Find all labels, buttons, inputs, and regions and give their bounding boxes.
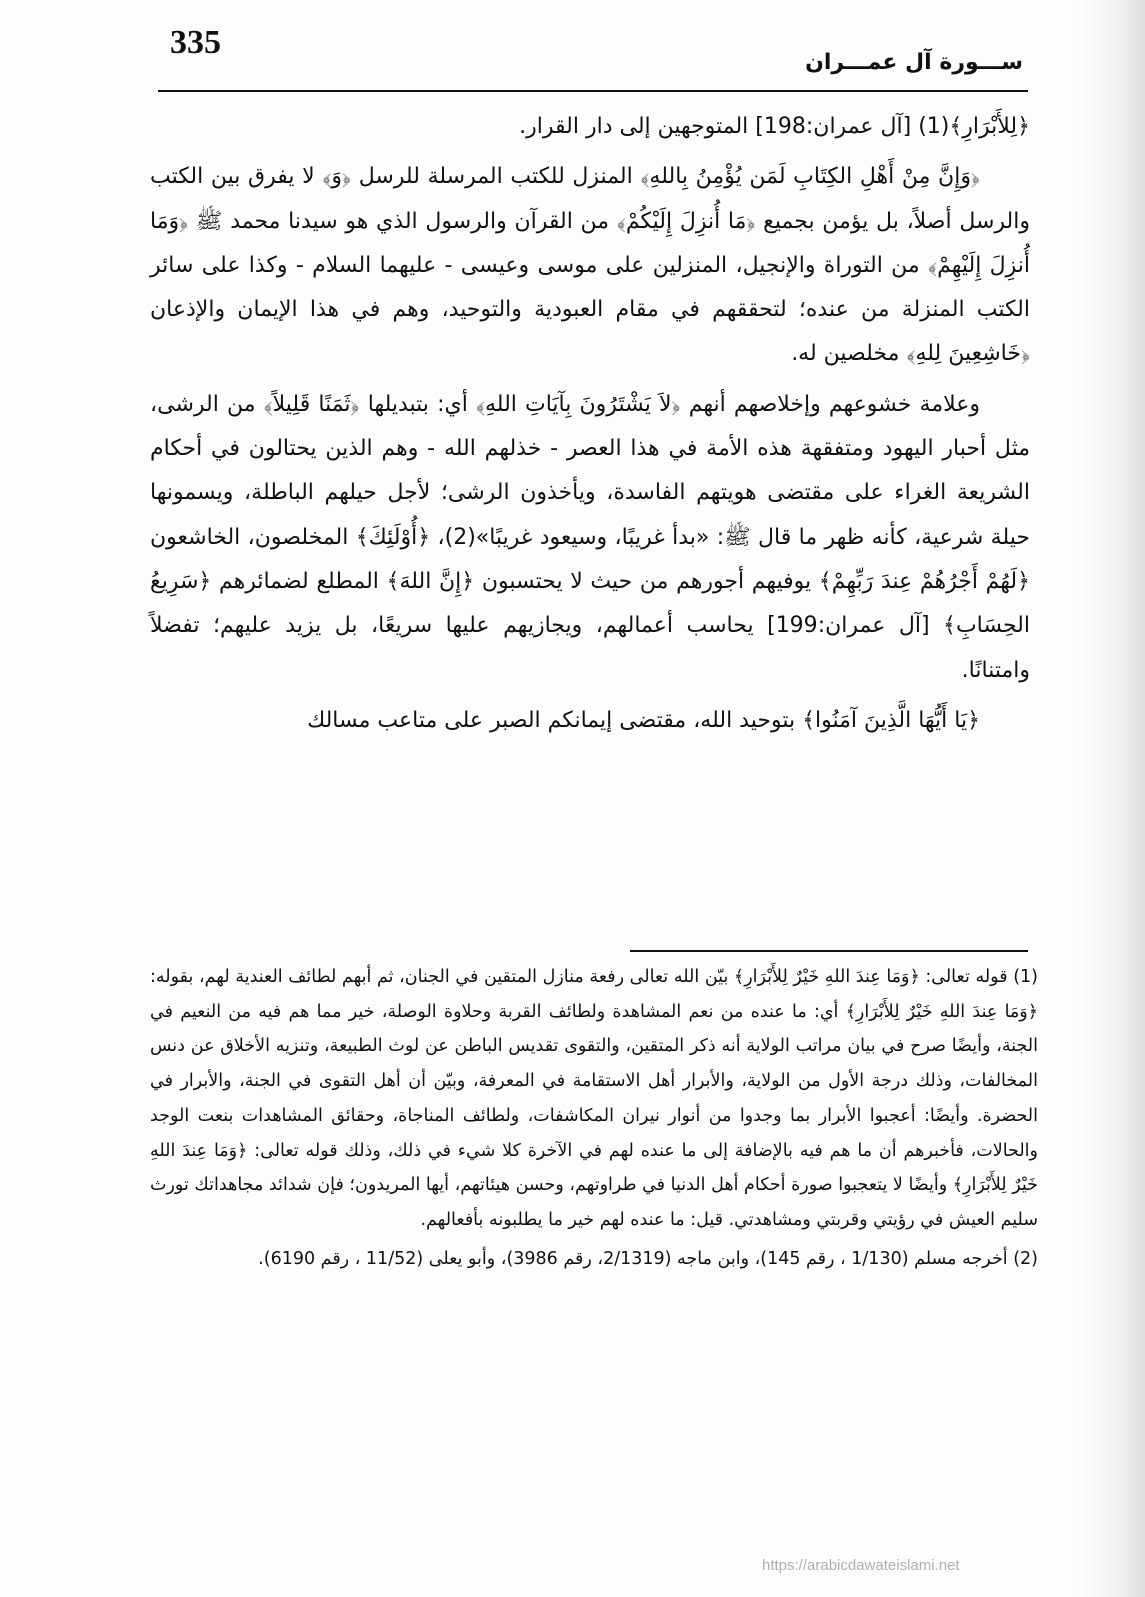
paragraph-text: وعلامة خشوعهم وإخلاصهم أنهم ﴿لاَ يَشْتَرُونَ بِآيَاتِ اللهِ﴾ أي: بتبديلها ﴿ثَمَنًا قَلِيلاً﴾ من الرشى، مثل أحبار اليهود ومتفقهة هذه الأمة في هذا العصر - خذلهم الله - وهم الذين يحتالون في أحكام الشريعة الغراء على مقتضى هويتهم الفاسدة، ويأخذون الرشى؛ لأجل حيلهم الباطلة، ويسمونها حيلة شرعية، كأنه ظهر ما قال ﷺ: «بدأ غريبًا، وسيعود غريبًا»(2)، ﴿أُوْلَئِكَ﴾ المخلصون، الخاشعون ﴿لَهُمْ أَجْرُهُمْ عِندَ رَبِّهِمْ﴾ يوفيهم أجورهم من حيث لا يحتسبون ﴿إِنَّ اللهَ﴾ المطلع لضمائرهم ﴿سَرِيعُ الحِسَابِ﴾ [آل عمران:199] يحاسب أعمالهم، ويجازيهم عليها سريعًا، بل يزيد عليهم؛ تفضلاً وامتنانًا.: [150, 391, 1031, 683]
body-paragraph: [150, 699, 1030, 743]
body-paragraph: [150, 155, 1030, 376]
body-paragraph: ﴿لِلأَبْرَارِ﴾(1) [آل عمران:198] المتوجهين إلى دار القرار.: [519, 114, 1030, 139]
body-paragraph: [150, 383, 1030, 693]
watermark-url: https://arabicdawateislami.net: [762, 1557, 960, 1574]
footnote-1: (1) قوله تعالى: ﴿وَمَا عِندَ اللهِ خَيْرٌ لِلأَبْرَارِ﴾ بيّن الله تعالى رفعة منازل المتقين في الجنان، ثم أبهم لطائف العندية لهم، بقوله: ﴿وَمَا عِندَ اللهِ خَيْرٌ لِلأَبْرَارِ﴾ أي: ما عنده من نعم المشاهدة ولطائف القربة وحلاوة الوصلة، خير مما هم فيه من النعيم في الجنة، وأيضًا صرح في بيان مراتب الولاية أنه ذكر المتقين، والتقوى تقديس الباطن عن لوث الطبيعة، وتنزيه الأخلاق عن دنس المخالفات، وذلك درجة الأول من الولاية، والأبرار أهل الاستقامة في المعرفة، وبيّن أن أهل التقوى في الجنة، والأبرار في الحضرة. وأيضًا: أعجبوا الأبرار بما وجدوا من أنوار نيران المكاشفات، ولطائف المناجاة، وحقائق المشاهدات بنعت الوجد والحالات، فأخبرهم أن ما هم فيه بالإضافة إلى ما عنده لهم في الآخرة كلا شيء في ذلك، وذلك قوله تعالى: ﴿وَمَا عِندَ اللهِ خَيْرٌ لِلأَبْرَارِ﴾ وأيضًا لا يتعجبوا صورة أحكام أهل الدنيا في طراوتهم، وحسن هيئاتهم، أيها المريدون؛ فإن شدائد مجاهداتك تورث سليم العيش في رؤيتي وقربتي ومشاهدتي. قيل: ما عنده لهم خير ما يطلبونه بأفعالهم.: [150, 967, 1038, 1230]
scan-shadow: [1075, 0, 1145, 1597]
footnote-divider: [630, 950, 1028, 952]
paragraph-text: ﴿وَإِنَّ مِنْ أَهْلِ الكِتَابِ لَمَن يُؤْمِنُ بِاللهِ﴾ المنزل للكتب المرسلة للرسل ﴿وَ﴾ لا يفرق بين الكتب والرسل أصلاً، بل يؤمن بجميع ﴿مَا أُنزِلَ إِلَيْكُمْ﴾ من القرآن والرسول الذي هو سيدنا محمد ﷺ ﴿وَمَا أُنزِلَ إِلَيْهِمْ﴾ من التوراة والإنجيل، المنزلين على موسى وعيسى - عليهما السلام - وكذا على سائر الكتب المنزلة من عنده؛ لتحققهم في مقام العبودية والتوحيد، وهم في هذا الإيمان والإذعان ﴿خَاشِعِينَ لِلهِ﴾ مخلصين له.: [150, 164, 1030, 367]
paragraph-text: ﴿يَا أَيُّهَا الَّذِينَ آمَنُوا﴾ بتوحيد الله، مقتضى إيمانكم الصبر على متاعب مسالك: [307, 707, 980, 733]
main-body: [150, 105, 1030, 743]
header-divider: [158, 90, 1028, 92]
page-number: 335: [170, 24, 221, 61]
footnote-2: (2) أخرجه مسلم (1/130 ، رقم 145)، وابن ماجه (2/1319، رقم 3986)، وأبو يعلى (11/52 ، رقم 6190).: [258, 1248, 1038, 1269]
footnotes: [150, 960, 1038, 1276]
running-header-title: ســـورة آل عمـــران: [805, 50, 1023, 75]
